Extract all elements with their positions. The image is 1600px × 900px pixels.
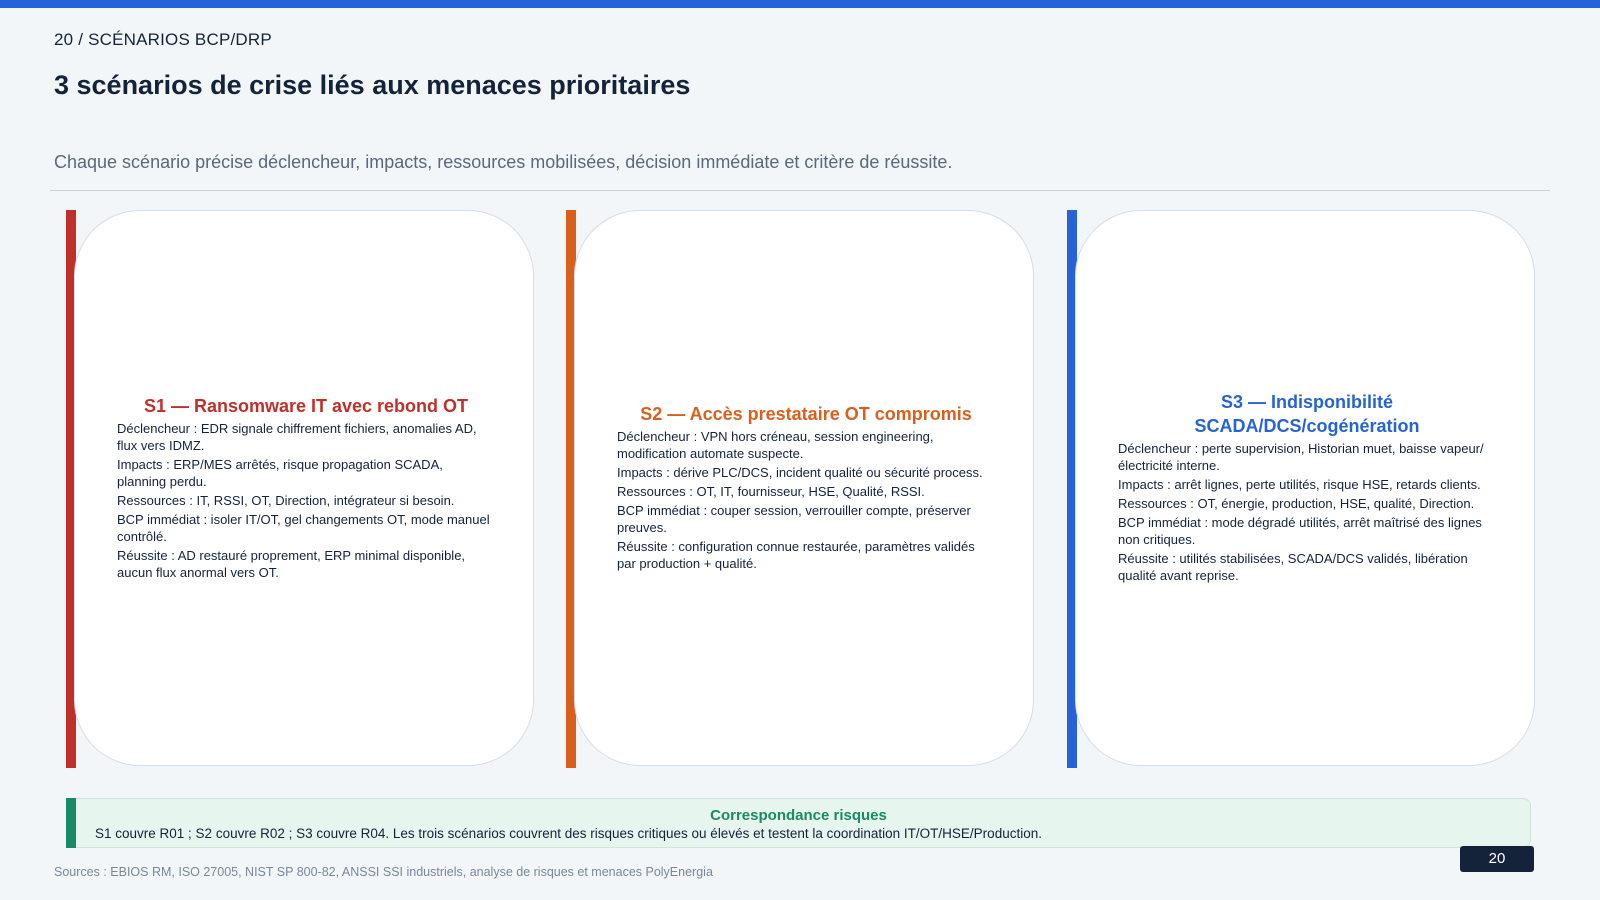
page-subtitle: Chaque scénario précise déclencheur, impacts, ressources mobilisées, décision immédiate et critère de réussite. bbox=[54, 152, 953, 172]
scenario-impacts: Impacts : arrêt lignes, perte utilités, risque HSE, retards clients. bbox=[1118, 477, 1481, 492]
scenario-details bbox=[117, 420, 495, 583]
scenario-impacts: Impacts : ERP/MES arrêtés, risque propagation SCADA, planning perdu. bbox=[117, 456, 443, 489]
scenario-bcp: BCP immédiat : couper session, verrouiller compte, préserver preuves. bbox=[617, 503, 971, 535]
scenario-title: S1 — Ransomware IT avec rebond OT bbox=[143, 395, 469, 416]
scenario-trigger: Déclencheur : VPN hors créneau, session engineering, modification automate suspecte. bbox=[617, 429, 934, 461]
top-accent-bar bbox=[0, 0, 1600, 8]
risk-correspondence-box bbox=[66, 798, 1531, 848]
scenario-resources: Ressources : IT, RSSI, OT, Direction, intégrateur si besoin. bbox=[117, 492, 455, 508]
sources-footnote: Sources : EBIOS RM, ISO 27005, NIST SP 800-82, ANSSI SSI industriels, analyse de risques et menaces PolyEnergia bbox=[54, 865, 713, 879]
scenario-details bbox=[617, 428, 995, 574]
page-number-badge: 20 bbox=[1460, 846, 1534, 872]
scenario-resources: Ressources : OT, IT, fournisseur, HSE, Qualité, RSSI. bbox=[617, 484, 925, 499]
risk-correspondence-accent-bar bbox=[66, 798, 76, 848]
scenario-resources: Ressources : OT, énergie, production, HSE, qualité, Direction. bbox=[1118, 496, 1475, 511]
header-divider bbox=[50, 190, 1550, 191]
scenario-trigger: Déclencheur : perte supervision, Historian muet, baisse vapeur/électricité interne. bbox=[1118, 441, 1484, 473]
risk-correspondence-text: S1 couvre R01 ; S2 couvre R02 ; S3 couvre R04. Les trois scénarios couvrent des risques critiques ou élevés et testent la coordination IT/OT/HSE/Production. bbox=[95, 826, 1042, 841]
scenario-card-s2 bbox=[566, 210, 1036, 768]
scenario-details bbox=[1118, 440, 1496, 586]
scenario-bcp: BCP immédiat : isoler IT/OT, gel changements OT, mode manuel contrôlé. bbox=[117, 511, 490, 544]
scenario-card-body bbox=[1075, 210, 1535, 766]
page-title: 3 scénarios de crise liés aux menaces prioritaires bbox=[54, 70, 691, 100]
scenario-card-body bbox=[74, 210, 534, 766]
scenario-card-body bbox=[574, 210, 1034, 766]
scenario-success: Réussite : configuration connue restaurée, paramètres validés par production + qualité. bbox=[617, 539, 975, 571]
scenario-title: S3 — Indisponibilité SCADA/DCS/cogénération bbox=[1194, 392, 1420, 436]
scenario-success: Réussite : utilités stabilisées, SCADA/DCS validés, libération qualité avant reprise. bbox=[1118, 551, 1468, 583]
scenario-impacts: Impacts : dérive PLC/DCS, incident qualité ou sécurité process. bbox=[617, 465, 983, 480]
scenario-success: Réussite : AD restauré proprement, ERP minimal disponible, aucun flux anormal vers OT. bbox=[117, 547, 466, 580]
scenario-card-s1 bbox=[66, 210, 536, 768]
scenario-trigger: Déclencheur : EDR signale chiffrement fichiers, anomalies AD, flux vers IDMZ. bbox=[117, 420, 477, 453]
scenario-bcp: BCP immédiat : mode dégradé utilités, arrêt maîtrisé des lignes non critiques. bbox=[1118, 515, 1482, 547]
scenario-title: S2 — Accès prestataire OT compromis bbox=[640, 404, 972, 424]
risk-correspondence-title: Correspondance risques bbox=[710, 807, 887, 824]
section-kicker: 20 / SCÉNARIOS BCP/DRP bbox=[54, 30, 272, 49]
scenario-card-s3 bbox=[1067, 210, 1537, 768]
